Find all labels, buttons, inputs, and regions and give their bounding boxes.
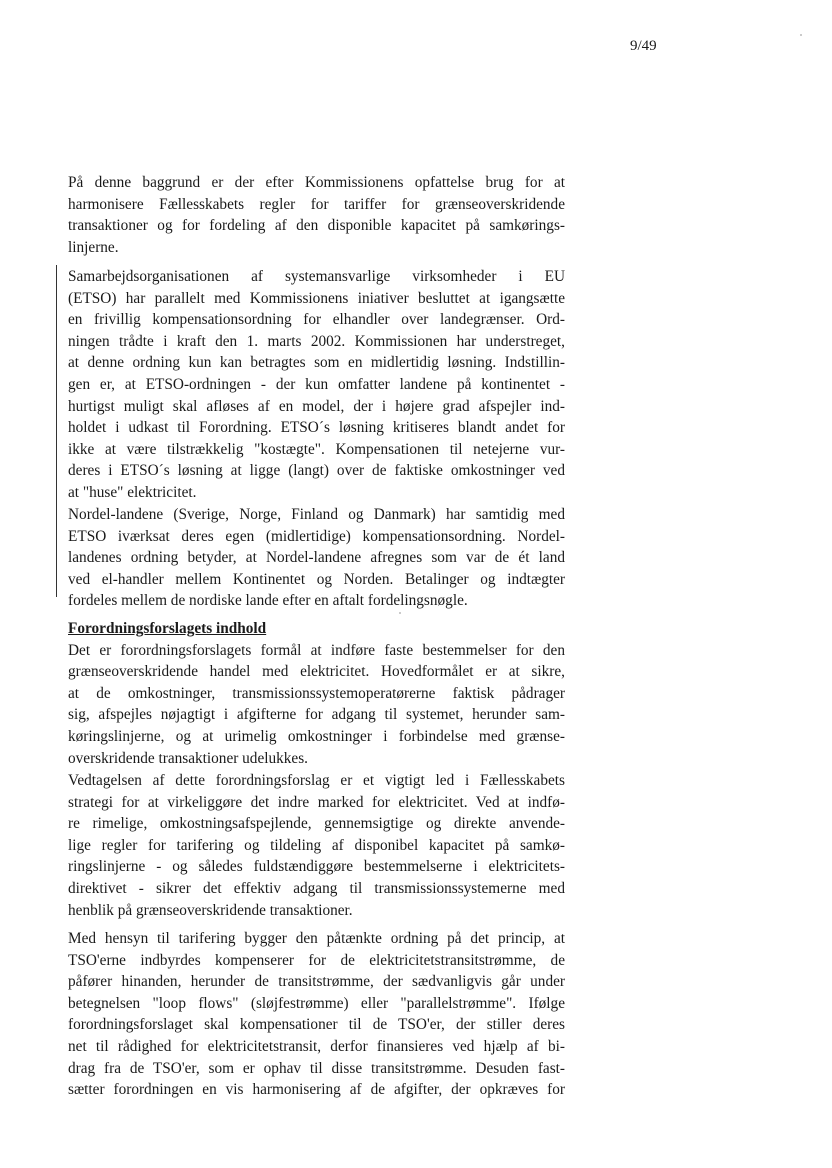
text-line: henblik på grænseoverskridende transaktioner. <box>68 901 353 919</box>
text-line: overskridende transaktioner udelukkes. <box>68 749 308 767</box>
text-line: drag fra de TSO'er, som er ophav til disse transitstrømme. Desuden fast- <box>68 1059 565 1077</box>
text-line: fordeles mellem de nordiske lande efter en aftalt fordelingsnøgle. <box>68 592 468 610</box>
change-bar <box>56 265 57 597</box>
text-line: en frivillig kompensationsordning for elhandler over landegrænser. Ord- <box>68 311 565 329</box>
text-line: gen er, at ETSO-ordningen - der kun omfatter landene på kontinentet - <box>68 375 565 393</box>
text-line: net til rådighed for elektricitetstransit, derfor finansieres ved hjælp af bi- <box>68 1037 565 1055</box>
text-line: lige regler for tarifering og tildeling af disponibel kapacitet på samkø- <box>68 836 565 854</box>
text-line: deres i ETSO´s løsning at ligge (langt) over de faktiske omkostninger ved <box>68 462 565 480</box>
text-line: sig, afspejles nøjagtigt i afgifterne for adgang til systemet, herunder sam- <box>68 706 565 724</box>
text-line: landenes ordning betyder, at Nordel-landene afregnes som var de ét land <box>68 549 565 567</box>
scan-speck <box>800 34 802 36</box>
text-line: ikke at være tilstrækkelig "kostægte". Kompensationen til netejerne vur- <box>68 440 565 458</box>
paragraph-3 <box>68 504 565 612</box>
page-number: 9/49 <box>630 38 657 54</box>
text-line: Vedtagelsen af dette forordningsforslag er et vigtigt led i Fællesskabets <box>68 772 565 789</box>
text-line: betegnelsen "loop flows" (sløjfestrømme) eller "parallelstrømme". Ifølge <box>68 994 565 1012</box>
text-line: at de omkostninger, transmissionssystemoperatørerne faktisk pådrager <box>68 684 565 702</box>
text-line: Samarbejdsorganisationen af systemansvarlige virksomheder i EU <box>68 268 565 285</box>
text-line: (ETSO) har parallelt med Kommissionens iniativer besluttet at igangsætte <box>68 289 565 307</box>
paragraph-2 <box>68 266 565 504</box>
text-line: forordningsforslaget skal kompensationer til de TSO'er, der stiller deres <box>68 1016 565 1034</box>
text-line: TSO'erne indbyrdes kompenserer for de elektricitetstransitstrømme, de <box>68 951 565 969</box>
section-forordningsforslagets-indhold <box>68 618 565 769</box>
paragraph-1 <box>68 172 565 258</box>
text-line: transaktioner og for fordeling af den disponible kapacitet på samkørings- <box>68 217 565 235</box>
text-line: Nordel-landene (Sverige, Norge, Finland og Danmark) har samtidig med <box>68 506 565 523</box>
text-line: direktivet - sikrer det effektiv adgang til transmissionssystemerne med <box>68 879 565 897</box>
text-line: re rimelige, omkostningsafspejlende, gennemsigtige og direkte anvende- <box>68 815 565 833</box>
text-line: På denne baggrund er der efter Kommissionens opfattelse brug for at <box>68 174 565 191</box>
text-line: harmonisere Fællesskabets regler for tariffer for grænseoverskridende <box>68 195 565 213</box>
scan-speck <box>399 612 401 614</box>
text-line: sætter forordningen en vis harmonisering af de afgifter, der opkræves for <box>68 1081 565 1099</box>
text-line: ningen trådte i kraft den 1. marts 2002. Kommissionen har understreget, <box>68 332 565 350</box>
text-line: ringslinjerne - og således fuldstændiggøre bestemmelserne i elektricitets- <box>68 858 565 876</box>
section-heading: Forordningsforslagets indhold <box>68 620 267 637</box>
paragraph-5 <box>68 770 565 921</box>
text-line: påfører hinanden, herunder de transitstrømme, der sædvanligvis går under <box>68 973 565 991</box>
text-line: køringslinjerne, og at urimelig omkostninger i forbindelse med grænse- <box>68 727 565 745</box>
text-line: holdet i udkast til Forordning. ETSO´s løsning kritiseres blandt andet for <box>68 419 565 437</box>
text-line: ETSO iværksat deres egen (midlertidige) kompensationsordning. Nordel- <box>68 527 565 545</box>
text-line: grænseoverskridende handel med elektricitet. Hovedformålet er at sikre, <box>68 663 565 681</box>
text-line: linjerne. <box>68 238 119 256</box>
text-line: strategi for at virkeliggøre det indre marked for elektricitet. Ved at indfø- <box>68 793 565 811</box>
text-line: hurtigst muligt skal afløses af en model, der i højere grad afspejler ind- <box>68 397 565 415</box>
text-line: Med hensyn til tarifering bygger den påtænkte ordning på det princip, at <box>68 930 565 947</box>
text-line: at "huse" elektricitet. <box>68 483 197 501</box>
paragraph-6 <box>68 928 565 1101</box>
text-line: at denne ordning kun kan betragtes som en midlertidig løsning. Indstillin- <box>68 354 565 372</box>
text-line: ved el-handler mellem Kontinentet og Norden. Betalinger og indtægter <box>68 570 565 588</box>
text-line: Det er forordningsforslagets formål at indføre faste bestemmelser for den <box>68 641 565 659</box>
